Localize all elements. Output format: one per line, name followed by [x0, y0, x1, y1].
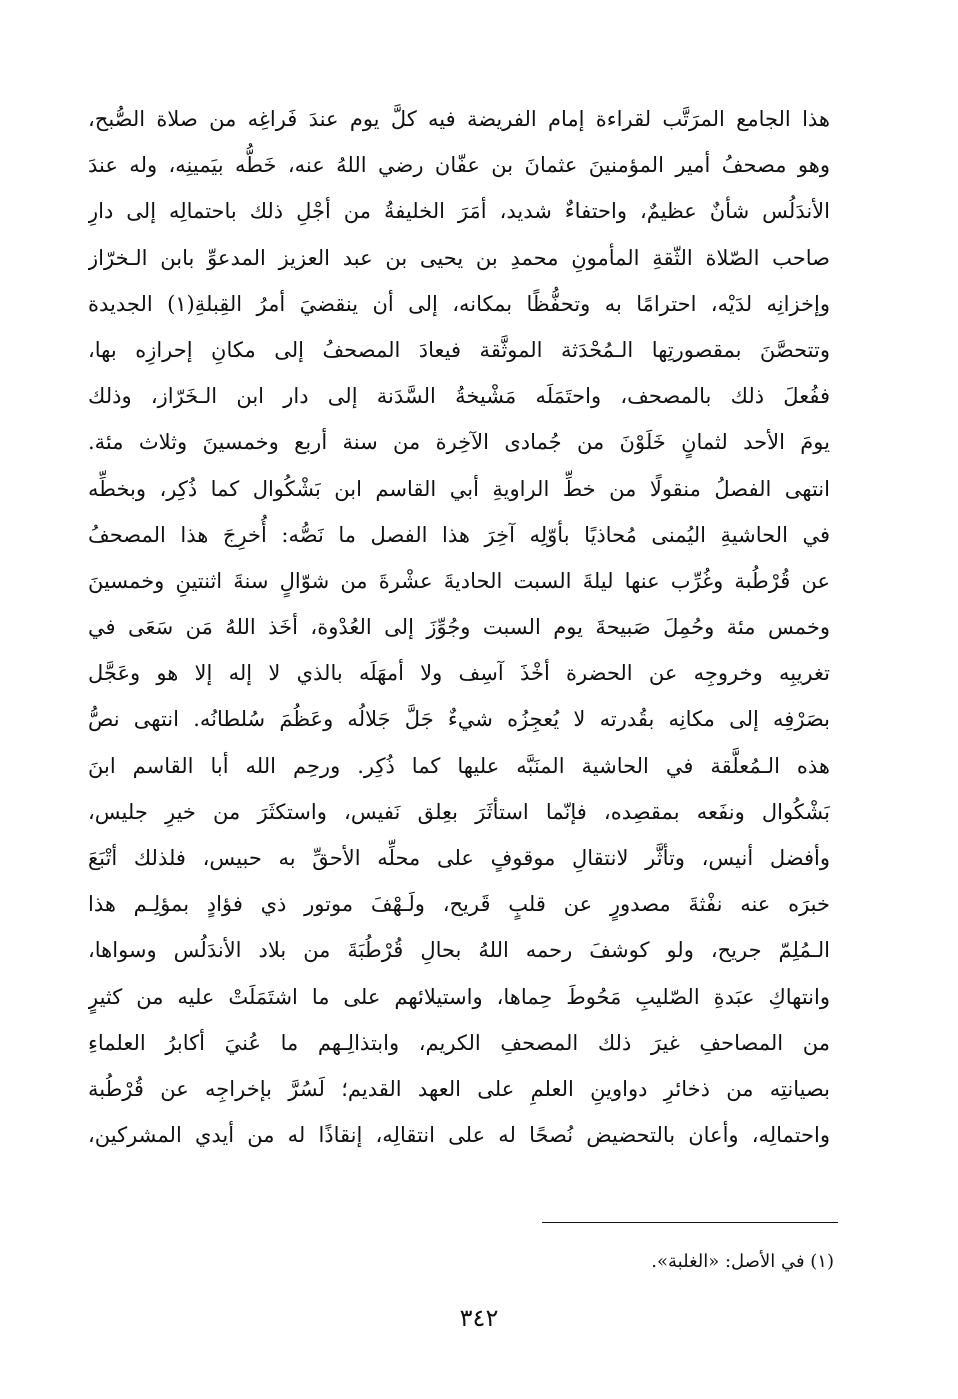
text-line: صاحب الصّلاة الثّقةِ المأمونِ محمدِ بن يحيى بن عبد العزيز المدعوِّ بابن الـخرّاز: [88, 245, 830, 270]
text-line: في الحاشيةِ اليُمنى مُحاذيًا بأوّلِه آخِرَ هذا الفصل ما نَصُّه: أُخرِجَ هذا المصحفُ: [88, 522, 830, 547]
footnote: (١) في الأصل: «الغلبة».: [651, 1251, 834, 1272]
text-line: واحتمالِه، وأعان بالتحضيض نُصحًا له على انتقالِه، إنقاذًا له من أيدي المشركين،: [88, 1123, 830, 1148]
text-line: وتتحصَّنَ بمقصورتِها الـمُحْدَثة الموثَّقة فيعادَ المصحفُ إلى مكانِ إحرازِه بها،: [88, 337, 830, 362]
text-line: بصيانتِه من ذخائرِ دواوينِ العلمِ على العهد القديم؛ لَسُرَّ بإخراجِه عن قُرْطُبة: [88, 1076, 830, 1101]
text-line: هذه الـمُعلَّقة في الحاشية المنَبَّه عليها كما ذُكِر. ورحِم الله أبا القاسم ابنَ: [88, 753, 830, 778]
text-line: وانتهاكِ عبَدةِ الصّليبِ مَحُوطَ حِماها، واستيلائهم على ما اشتَمَلَتْ عليه من كثيرٍ: [88, 984, 830, 1009]
text-line: بصَرْفِه إلى مكانِه بقُدرته لا يُعجِزُه شيءٌ جَلَّ جَلالُه وعَظُمَ سُلطانُه. انتهى نصُّ: [88, 707, 830, 732]
text-line: عن قُرْطُبة وغُرِّب عنها ليلةَ السبت الحاديةَ عشْرةَ من شوّالٍ سنةَ اثنتينِ وخمسينَ: [88, 568, 830, 593]
footnote-separator: [542, 1222, 838, 1223]
text-line: بَشْكُوال ونفَعه بمقصِده، فإنّما استأثَرَ بعِلق نَفيس، واستكثَرَ من خيرِ جليس،: [88, 799, 830, 824]
text-line: وخمس مئة وحُمِلَ صَبيحةَ يوم السبت وجُوِّزَ إلى العُدْوة، أخَذ اللهُ مَن سَعَى في: [88, 615, 830, 640]
text-line: يومَ الأحد لثمانٍ خَلَوْنَ من جُمادى الآخِرة من سنة أربع وخمسينَ وثلاث مئة.: [88, 430, 830, 455]
text-line: من المصاحفِ غيرَ ذلك المصحفِ الكريم، وابتذالِـهم ما عُنيَ أكابرُ العلماءِ: [88, 1030, 830, 1055]
body-text: [88, 96, 830, 1158]
page-number: ٣٤٢: [459, 1304, 499, 1332]
text-line: وهو مصحفُ أمير المؤمنينَ عثمانَ بن عفّان رضي اللهُ عنه، خَطُّه بيَمينِه، وله عندَ: [88, 153, 830, 178]
text-line: تغريبِه وخروجِه عن الحضرة أخْذَ آسِف ولا أمهَلَه بالذي لا إله إلا هو وعَجَّل: [88, 661, 830, 686]
text-line: الأندَلُس شأنٌ عظيمٌ، واحتفاءٌ شديد، أمَرَ الخليفةُ من أجْلِ ذلك باحتمالِه إلى دارِ: [88, 199, 830, 224]
text-line: خبرَه عنه نفْثةَ مصدورٍ عن قلبٍ قَريح، ولَـهْفَ موتور ذي فؤادٍ بمؤلِـم هذا: [88, 892, 830, 917]
text-line: ففُعلَ ذلك بالمصحف، واحتَمَلَه مَشْيخةُ السَّدَنة إلى دار ابن الـخَرّاز، وذلك: [88, 384, 830, 409]
text-line: وإخزانِه لدَيْه، احترامًا به وتحفُّظًا بمكانه، إلى أن ينقضيَ أمرُ القِبلةِ(١) الجديدة: [88, 291, 830, 316]
text-line: الـمُلِمّ جريح، ولو كوشفَ رحمه اللهُ بحالِ قُرْطُبَةَ من بلاد الأندَلُس وسواها،: [88, 938, 830, 963]
text-line: وأفضل أنيس، وتأثَّر لانتقالِ موقوفٍ على محلِّه الأحقِّ به حبيس، فلذلك أتْبَعَ: [88, 846, 830, 870]
text-line: انتهى الفصلُ منقولًا من خطِّ الراويةِ أبي القاسم ابن بَشْكُوال كما ذُكِر، وبخطِّه: [88, 476, 830, 501]
text-line: هذا الجامع المرَتَّب لقراءة إمام الفريضة فيه كلَّ يوم عندَ فَراغِه من صلاة الصُّبح،: [88, 107, 830, 131]
